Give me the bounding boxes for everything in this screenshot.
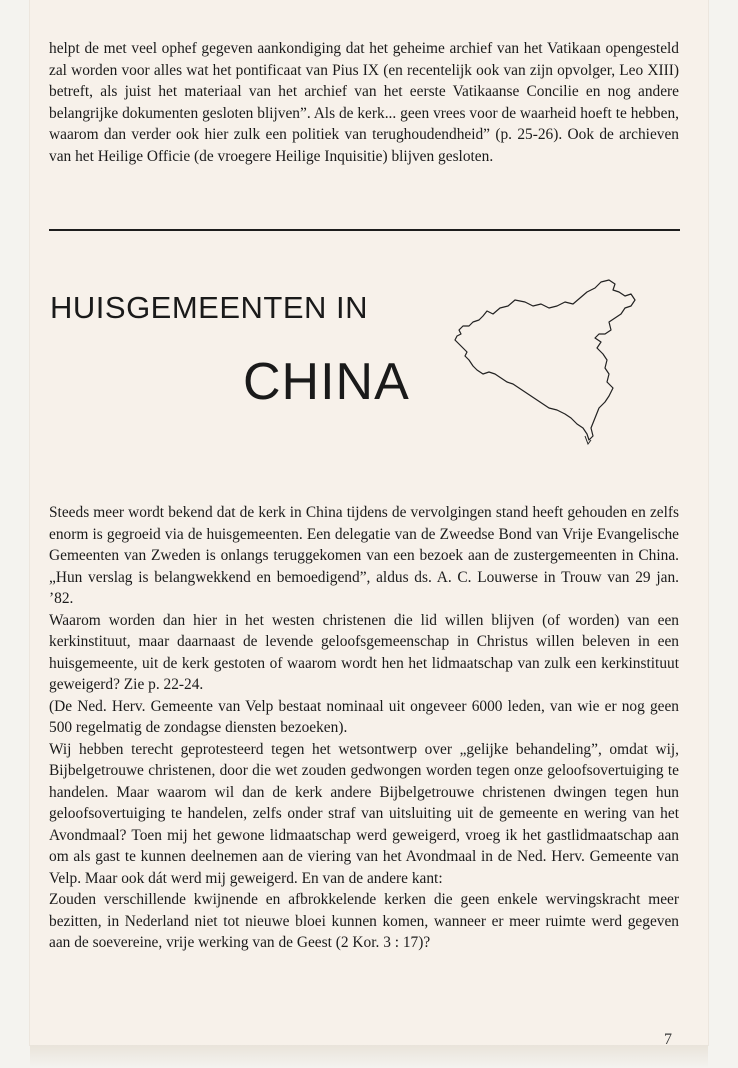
page-number: 7: [664, 1031, 672, 1048]
section-title-line-2: CHINA: [243, 353, 410, 411]
section-divider: [49, 229, 680, 231]
china-map-icon: [445, 278, 645, 450]
body-paragraph: (De Ned. Herv. Gemeente van Velp bestaat nominaal uit ongeveer 6000 leden, van wie er nog geen 500 regelmatig de zondagse diensten bezoeken).: [49, 697, 679, 736]
body-paragraph: Steeds meer wordt bekend dat de kerk in China tijdens de vervolgingen stand heeft gehouden en zelfs enorm is gegroeid via de huisgemeenten. Een delegatie van de Zweedse Bond van Vrije Evangelische Gemeenten van Zweden is onlangs teruggekomen van een bezoek aan de zustergemeenten in China. „Hun verslag is belangwekkend en bemoedigend”, aldus ds. A. C. Louwerse in Trouw van 29 jan. ’82.: [49, 504, 679, 607]
article-body: [49, 502, 679, 954]
section-title-line-1: HUISGEMEENTEN IN: [50, 290, 369, 325]
body-paragraph: Wij hebben terecht geprotesteerd tegen het wetsontwerp over „gelijke behandeling”, omdat wij, Bijbelgetrouwe christenen, door die wet zouden gedwongen worden tegen onze geloofsovertuiging te handelen. Maar waarom wil dan de kerk andere Bijbelgetrouwe christenen dwingen tegen hun geloofsovertuiging te handelen, zelfs onder straf van uitsluiting uit de gemeente en wering van het Avondmaal? Toen mij het gewone lidmaatschap werd geweigerd, vroeg ik het gastlidmaatschap aan om als gast te kunnen deelnemen aan de viering van het Avondmaal in de Ned. Herv. Gemeente van Velp. Maar ook dát werd mij geweigerd. En van de andere kant:: [49, 740, 679, 887]
body-paragraph: Waarom worden dan hier in het westen christenen die lid willen blijven (of worden) van een kerkinstituut, maar daarnaast de levende geloofsgemeenschap in Christus willen beleven in een huisgemeente, uit de kerk gestoten of waarom wordt hen het lidmaatschap van zulk een kerkinstituut geweigerd? Zie p. 22-24.: [49, 611, 679, 693]
intro-paragraph: helpt de met veel ophef gegeven aankondiging dat het geheime archief van het Vatikaan opengesteld zal worden voor alles wat het pontificaat van Pius IX (en recentelijk ook van zijn opvolger, Leo XIII) betreft, als juist het materiaal van het archief van het eerste Vatikaanse Concilie en nog andere belangrijke dokumenten gesloten blijven”. Als de kerk... geen vrees voor de waarheid hoeft te hebben, waarom dan verder ook hier zulk een politiek van terughoudendheid” (p. 25-26). Ook de archieven van het Heilige Officie (de vroegere Heilige Inquisitie) blijven gesloten.: [49, 40, 679, 165]
body-paragraph: Zouden verschillende kwijnende en afbrokkelende kerken die geen enkele wervingskracht meer bezitten, in Nederland niet tot nieuwe bloei kunnen komen, wanneer er meer ruimte werd gegeven aan de soevereine, vrije werking van de Geest (2 Kor. 3 : 17)?: [49, 891, 679, 951]
page-shadow: [30, 1045, 708, 1068]
